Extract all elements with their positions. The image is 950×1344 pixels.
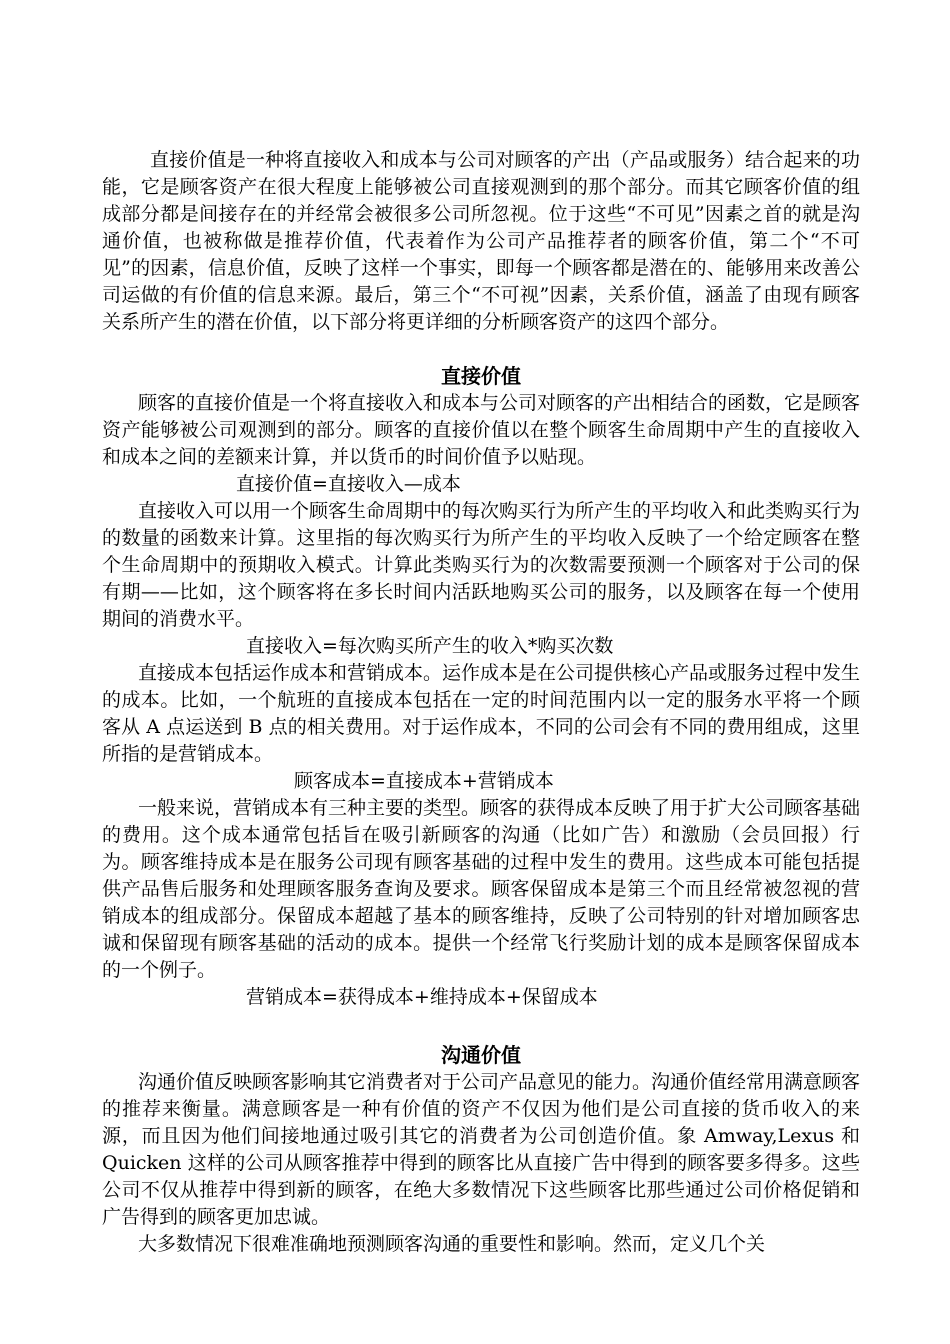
direct-value-paragraph-1: 顾客的直接价值是一个将直接收入和成本与公司对顾客的产出相结合的函数，它是顾客资产能够被公司观测到的部分。顾客的直接价值以在整个顾客生命周期中产生的直接收入和成本之间的差额来计算，并以货币的时间价值予以贴现。 — [102, 392, 861, 468]
communication-value-paragraph-2: 大多数情况下很难准确地预测顾客沟通的重要性和影响。然而，定义几个关 — [138, 1233, 766, 1255]
formula-marketing-cost: 营销成本=获得成本+维持成本+保留成本 — [246, 986, 598, 1008]
document-page — [102, 147, 860, 1258]
formula-direct-value: 直接价值=直接收入—成本 — [236, 473, 461, 495]
direct-value-paragraph-3: 直接成本包括运作成本和营销成本。运作成本是在公司提供核心产品或服务过程中发生的成本。比如，一个航班的直接成本包括在一定的时间范围内以一定的服务水平将一个顾客从 A 点运送到 B 点的相关费用。对于运作成本，不同的公司会有不同的费用组成，这里所指的是营销成本。 — [102, 662, 861, 765]
direct-value-paragraph-2: 直接收入可以用一个顾客生命周期中的每次购买行为所产生的平均收入和此类购买行为的数量的函数来计算。这里指的每次购买行为所产生的平均收入反映了一个给定顾客在整个生命周期中的预期收入模式。计算此类购买行为的次数需要预测一个顾客对于公司的保有期——比如，这个顾客将在多长时间内活跃地购买公司的服务，以及顾客在每一个使用期间的消费水平。 — [102, 500, 861, 630]
section-heading-direct-value: 直接价值 — [441, 364, 521, 388]
direct-value-paragraph-4: 一般来说，营销成本有三种主要的类型。顾客的获得成本反映了用于扩大公司顾客基础的费用。这个成本通常包括旨在吸引新顾客的沟通（比如广告）和激励（会员回报）行为。顾客维持成本是在服务公司现有顾客基础的过程中发生的费用。这些成本可能包括提供产品售后服务和处理顾客服务查询及要求。顾客保留成本是第三个而且经常被忽视的营销成本的组成部分。保留成本超越了基本的顾客维持，反映了公司特别的针对增加顾客忠诚和保留现有顾客基础的活动的成本。提供一个经常飞行奖励计划的成本是顾客保留成本的一个例子。 — [102, 797, 861, 981]
intro-paragraph: 直接价值是一种将直接收入和成本与公司对顾客的产出（产品或服务）结合起来的功能，它是顾客资产在很大程度上能够被公司直接观测到的那个部分。而其它顾客价值的组成部分都是间接存在的并经常会被很多公司所忽视。位于这些“不可见”因素之首的就是沟通价值，也被称做是推荐价值，代表着作为公司产品推荐者的顾客价值，第二个“不可见”的因素，信息价值，反映了这样一个事实，即每一个顾客都是潜在的、能够用来改善公司运做的有价值的信息来源。最后，第三个“不可视”因素，关系价值，涵盖了由现有顾客关系所产生的潜在价值，以下部分将更详细的分析顾客资产的这四个部分。 — [102, 149, 860, 333]
section-heading-communication-value: 沟通价值 — [441, 1043, 521, 1067]
formula-direct-revenue: 直接收入=每次购买所产生的收入*购买次数 — [246, 635, 614, 657]
formula-customer-cost: 顾客成本=直接成本+营销成本 — [294, 770, 554, 792]
communication-value-paragraph-1: 沟通价值反映顾客影响其它消费者对于公司产品意见的能力。沟通价值经常用满意顾客的推荐来衡量。满意顾客是一种有价值的资产不仅因为他们是公司直接的货币收入的来源，而且因为他们间接地通过吸引其它的消费者为公司创造价值。象 Amway,Lexus 和 Quicken 这样的公司从顾客推荐中得到的顾客比从直接广告中得到的顾客要多得多。这些公司不仅从推荐中得到新的顾客，在绝大多数情况下这些顾客比那些通过公司价格促销和广告得到的顾客更加忠诚。 — [102, 1071, 861, 1228]
